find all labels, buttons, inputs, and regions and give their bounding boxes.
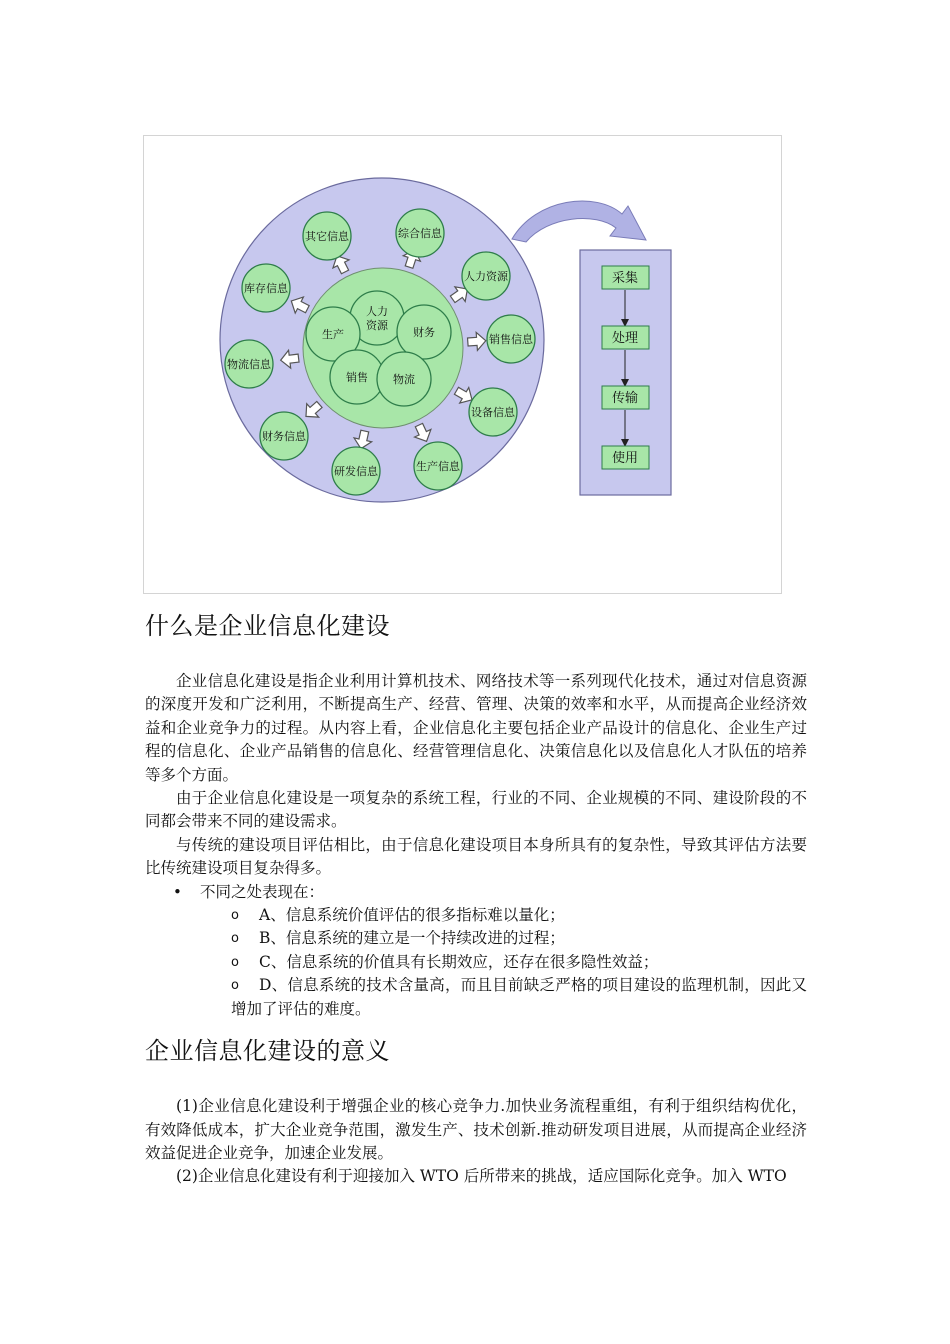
outer-node-label: 设备信息 [471,406,515,419]
outer-node-label: 生产信息 [416,460,460,473]
section1-paragraph-1: 企业信息化建设是指企业利用计算机技术、网络技术等一系列现代化技术，通过对信息资源的深度开发和广泛利用，不断提高生产、经营、管理、决策的效率和水平，从而提高企业经济效益和企业竞争力的过程。从内容上看，企业信息化主要包括企业产品设计的信息化、企业生产过程的信息化、企业产品销售的信息化、经营管理信息化、决策信息化以及信息化人才队伍的培养等多个方面。 [145,672,807,784]
outer-node [303,212,351,260]
outer-node [332,447,380,495]
sub-marker: o [231,908,239,924]
outer-node-label: 物流信息 [227,358,271,371]
bullet-item [145,881,807,904]
inner-node [330,350,384,404]
process-step [602,326,649,349]
section1-title: 什么是企业信息化建设 [145,612,390,640]
inner-node-label: 销售 [346,371,368,384]
outer-node-label: 人力资源 [464,270,508,283]
outer-node [469,388,517,436]
inner-node-label: 人力 [366,305,388,318]
diagram-figure [143,135,782,594]
outer-node [242,264,290,312]
inner-node-label: 物流 [393,373,415,386]
process-step-label: 使用 [611,451,639,466]
bullet-text: 不同之处表现在： [200,882,325,901]
outer-node-label: 其它信息 [305,230,349,243]
process-step [602,266,649,289]
inner-node [377,352,431,406]
sub-marker: o [231,978,239,994]
differences-sublist [145,904,807,1021]
outer-node-label: 库存信息 [244,282,288,295]
process-step-label: 采集 [611,271,639,286]
document-body [145,600,807,1189]
sub-item-d-text: D、信息系统的技术含量高，而且目前缺乏严格的项目建设的监理机制，因此又增加了评估的难度。 [231,976,807,1018]
section1-paragraph-2: 由于企业信息化建设是一项复杂的系统工程，行业的不同、企业规模的不同、建设阶段的不同都会带来不同的建设需求。 [145,789,807,831]
process-step [602,386,649,409]
sub-marker: o [231,954,239,970]
section2-title: 企业信息化建设的意义 [145,1037,390,1066]
outer-node [462,252,510,300]
inner-node [397,305,451,359]
outer-node [260,412,308,460]
outer-node-label: 综合信息 [398,227,442,240]
big-curved-arrow [512,201,646,242]
enterprise-info-diagram [144,136,783,595]
outer-node [414,442,462,490]
sub-item-a [145,904,807,927]
outer-node-label: 财务信息 [262,430,306,443]
outer-node-label: 销售信息 [489,333,533,346]
sub-item-d [145,974,807,1021]
sub-item-b [145,927,807,950]
inner-node-label: 财务 [413,326,435,339]
section2-paragraph-2: (2)企业信息化建设有利于迎接加入 WTO 后所带来的挑战，适应国际化竞争。加入 WTO [176,1167,787,1186]
sub-item-a-text: A、信息系统价值评估的很多指标难以量化； [259,906,565,925]
sub-item-c [145,951,807,974]
process-step-label: 传输 [611,391,639,406]
sub-item-c-text: C、信息系统的价值具有长期效应，还存在很多隐性效益； [259,952,659,971]
section2-paragraph-1: (1)企业信息化建设利于增强企业的核心竞争力.加快业务流程重组，有利于组织结构优化，有效降低成本，扩大企业竞争范围，激发生产、技术创新.推动研发项目进展，从而提高企业经济效益促进企业竞争，加速企业发展。 [145,1097,807,1162]
outer-node [225,340,273,388]
process-step-label: 处理 [611,331,639,346]
inner-node-label: 生产 [322,328,344,341]
sub-item-b-text: B、信息系统的建立是一个持续改进的过程； [259,929,565,948]
outer-node-label: 研发信息 [334,465,378,478]
outer-node [396,209,444,257]
section1-paragraph-3: 与传统的建设项目评估相比，由于信息化建设项目本身所具有的复杂性，导致其评估方法要比传统建设项目复杂得多。 [145,835,807,878]
differences-list [145,881,807,904]
sub-marker: o [231,931,239,947]
outer-node [487,315,535,363]
process-step [602,446,649,469]
inner-node-label: 资源 [366,319,388,332]
